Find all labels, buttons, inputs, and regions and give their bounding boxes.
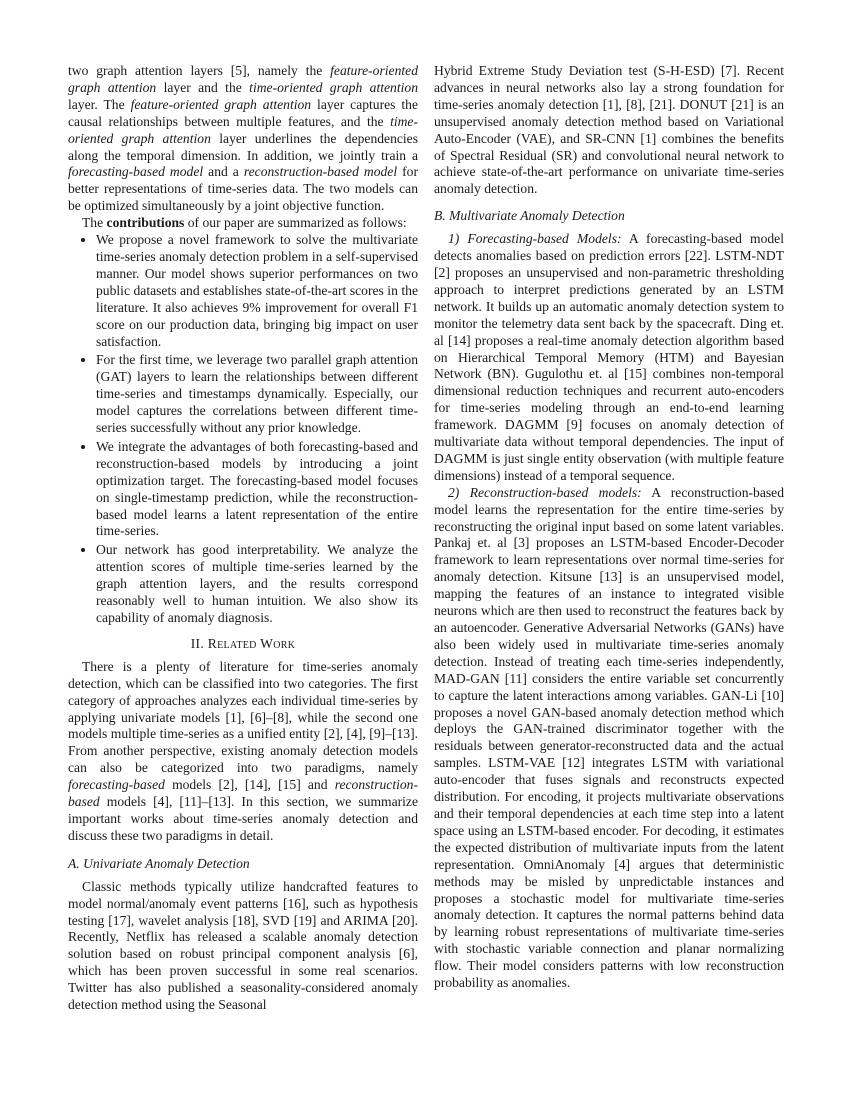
contributions-list <box>68 232 418 627</box>
contribution-item: • For the first time, we leverage two parallel graph attention (GAT) layers to learn the relationships between different time-series and timestamps dynamically. Especially, our model captures the correlations between different time-series successfully without any prior knowledge. <box>96 352 418 437</box>
forecasting-body: A forecasting-based model detects anomalies based on prediction errors [22]. LSTM-NDT [2] proposes an unsupervised and non-parametric thresholding approach to interpret predictions generated by an LSTM network. It builds up an automatic anomaly detection system to monitor the telemetry data sent back by the spacecraft. Ding et. al [14] proposes a real-time anomaly detection algorithm based on Hierarchical Temporal Memory (HTM) and Bayesian Network (BN). Gugulothu et. al [15] combines non-temporal dimensional reduction techniques and recurrent auto-encoders for time-series modeling through an end-to-end learning framework. DAGMM [9] focuses on anomaly detection of multivariate data without temporal dependencies. The input of DAGMM is just single entity observation (with multiple feature dimensions) instead of a temporal sequence. <box>434 231 784 483</box>
contribution-item: • Our network has good interpretability. We analyze the attention scores of multiple time-series learned by the graph attention layers, and the results correspond reasonably well to human intuition. We also show its capability of anomaly diagnosis. <box>96 542 418 627</box>
subsection-title-univariate: A. Univariate Anomaly Detection <box>68 855 250 871</box>
subsection-title-multivariate: B. Multivariate Anomaly Detection <box>434 208 625 224</box>
section-title-related-work: II. Related Work <box>190 635 296 651</box>
contribution-item: • We integrate the advantages of both forecasting-based and reconstruction-based models by introducing a joint optimization target. The forecasting-based model focuses on single-timestamp prediction, while the reconstruction-based model learns a latent representation of the entire time-series. <box>96 439 418 540</box>
related-work-paragraph: There is a plenty of literature for time-series anomaly detection, which can be classified into two categories. The first category of approaches analyzes each individual time-series by applying univariate models [1], [6]–[8], while the second one models multiple time-series as a unified entity [2], [4], [9]–[13]. From another perspective, existing anomaly detection models can also be categorized into two paradigms, namely forecasting-based models [2], [14], [15] and reconstruction-based models [4], [11]–[13]. In this section, we summarize important works about time-series anomaly detection and discuss these two paradigms in detail. <box>68 658 418 843</box>
reconstruction-body: A reconstruction-based model learns the representation for the entire time-series by reconstructing the original input based on some latent variables. Pankaj et. al [3] proposes an LSTM-based Encoder-Decoder framework to learn representations over normal time-series for anomaly detection. Kitsune [13] is an unsupervised model, mapping the features of an instance to integrated visible neurons which are then used to reconstruct the features back by an autoencoder. Generative Adversarial Networks (GANs) have also been widely used in multivariate time-series anomaly detection. Instead of treating each time-series independently, MAD-GAN [11] considers the entire variable set concurrently to capture the latent interactions among variables. GAN-Li [10] proposes a novel GAN-based anomaly detection method which deploys the GAN-trained discriminator together with the residuals between generator-reconstructed data and the actual samples. LSTM-VAE [12] integrates LSTM with variational auto-encoder that fuses signals and reconstructs expected distribution. For encoding, it projects multivariate observations and their temporal dependencies at each time step into a latent space using an LSTM-based encoder. For decoding, it estimates the expected distribution of multivariate inputs from the latent representation. OmniAnomaly [4] argues that deterministic methods may be misled by unpredictable instances and proposes a stochastic model for multivariate time-series anomaly detection. It captures the normal patterns behind data by learning robust representations of multivariate time-series with stochastic variable connection and planar normalizing flow. Their model considers patterns with low reconstruction probability as anomalies. <box>434 484 784 991</box>
right-column <box>434 63 784 992</box>
univariate-paragraph: Classic methods typically utilize handcrafted features to model normal/anomaly event patterns [16], such as hypothesis testing [17], wavelet analysis [18], SVD [19] and ARIMA [20]. Recently, Netflix has released a scalable anomaly detection solution based on robust principal component analysis [6], which has been proven successful in some real scenarios. Twitter has also published a seasonality-considered anomaly detection method using the Seasonal <box>68 878 418 1013</box>
left-column <box>68 63 418 1014</box>
contribution-item: • We propose a novel framework to solve the multivariate time-series anomaly detection problem in a self-supervised manner. Our model shows superior performances on two public datasets and establishes state-of-the-art scores in the literature. It also achieves 9% improvement for overall F1 score on our production data, bringing big impact on user satisfaction. <box>96 232 418 350</box>
reconstruction-heading: 2) Reconstruction-based models: <box>448 484 642 500</box>
reconstruction-paragraph <box>434 485 784 992</box>
intro-paragraph: two graph attention layers [5], namely the feature-oriented graph attention layer and the time-oriented graph attention layer. The feature-oriented graph attention layer captures the causal relationships between multiple features, and the time-oriented graph attention layer underlines the dependencies along the temporal dimension. In addition, we jointly train a forecasting-based model and a reconstruction-based model for better representations of time-series data. The two models can be optimized simultaneously by a joint objective function. <box>68 63 419 214</box>
forecasting-heading: 1) Forecasting-based Models: <box>448 231 622 247</box>
univariate-paragraph-continued: Hybrid Extreme Study Deviation test (S-H-ESD) [7]. Recent advances in neural networks also lay a strong foundation for time-series anomaly detection [1], [8], [21]. DONUT [21] is an unsupervised anomaly detection method based on Variational Auto-Encoder (VAE), and SR-CNN [1] combines the benefits of Spectral Residual (SR) and convolutional neural network to achieve state-of-the-art performance on univariate time-series anomaly detection. <box>434 63 784 197</box>
contributions-lead: The contributions of our paper are summarized as follows: <box>82 215 407 231</box>
forecasting-paragraph <box>434 231 784 485</box>
